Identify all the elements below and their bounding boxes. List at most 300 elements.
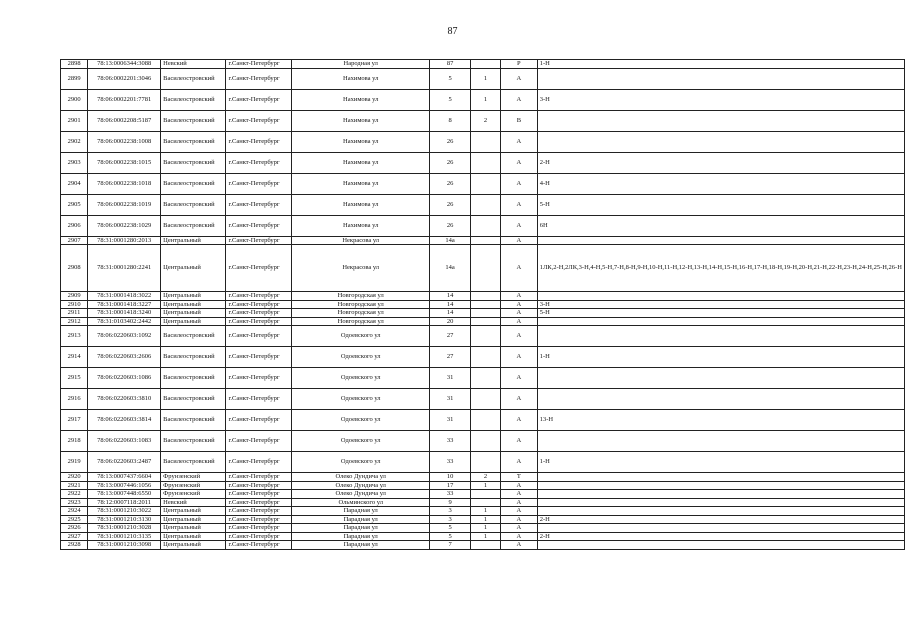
building-number-cell: 1 [471, 507, 501, 516]
letter-cell: А [501, 309, 538, 318]
table-row [61, 507, 905, 516]
city-cell: г.Санкт-Петербург [226, 245, 292, 292]
house-number-cell: 10 [430, 473, 471, 482]
city-cell: г.Санкт-Петербург [226, 110, 292, 131]
premises-cell: 3-Н [537, 300, 904, 309]
table-row [61, 89, 905, 110]
street-cell: Новгородская ул [292, 292, 430, 301]
building-number-cell: 2 [471, 110, 501, 131]
house-number-cell: 87 [430, 60, 471, 69]
house-number-cell: 33 [430, 452, 471, 473]
premises-cell [537, 68, 904, 89]
cadastral-number-cell: 78:31:0001280:2241 [88, 245, 161, 292]
street-cell: Ольминского ул [292, 498, 430, 507]
premises-cell [537, 524, 904, 533]
building-number-cell [471, 131, 501, 152]
city-cell: г.Санкт-Петербург [226, 532, 292, 541]
district-cell: Василеостровский [161, 131, 226, 152]
street-cell: Нахимова ул [292, 173, 430, 194]
street-cell: Олеко Дундича ул [292, 481, 430, 490]
street-cell: Одоевского ул [292, 326, 430, 347]
house-number-cell: 27 [430, 326, 471, 347]
row-number-cell: 2923 [61, 498, 88, 507]
premises-cell: 1-Н [537, 60, 904, 69]
cadastral-number-cell: 78:06:0002201:7781 [88, 89, 161, 110]
table-row [61, 452, 905, 473]
house-number-cell: 31 [430, 410, 471, 431]
building-number-cell: 1 [471, 68, 501, 89]
street-cell: Олеко Дундича ул [292, 490, 430, 499]
house-number-cell: 26 [430, 173, 471, 194]
house-number-cell: 27 [430, 347, 471, 368]
house-number-cell: 3 [430, 507, 471, 516]
row-number-cell: 2916 [61, 389, 88, 410]
building-number-cell [471, 431, 501, 452]
page-number: 87 [447, 26, 458, 37]
street-cell: Нахимова ул [292, 152, 430, 173]
city-cell: г.Санкт-Петербург [226, 89, 292, 110]
district-cell: Василеостровский [161, 215, 226, 236]
premises-cell: 1-Н [537, 347, 904, 368]
street-cell: Нахимова ул [292, 89, 430, 110]
building-number-cell: 1 [471, 89, 501, 110]
premises-cell [537, 541, 904, 550]
building-number-cell [471, 292, 501, 301]
cadastral-number-cell: 78:06:0220603:3814 [88, 410, 161, 431]
cadastral-number-cell: 78:31:0001280:2013 [88, 236, 161, 245]
table-row [61, 431, 905, 452]
house-number-cell: 9 [430, 498, 471, 507]
letter-cell: Р [501, 60, 538, 69]
street-cell: Народная ул [292, 60, 430, 69]
street-cell: Нахимова ул [292, 194, 430, 215]
district-cell: Василеостровский [161, 431, 226, 452]
row-number-cell: 2900 [61, 89, 88, 110]
table-row [61, 60, 905, 69]
premises-cell: 6Н [537, 215, 904, 236]
district-cell: Василеостровский [161, 194, 226, 215]
letter-cell: А [501, 236, 538, 245]
street-cell: Нахимова ул [292, 68, 430, 89]
row-number-cell: 2925 [61, 515, 88, 524]
table-row [61, 236, 905, 245]
street-cell: Новгородская ул [292, 317, 430, 326]
table-row [61, 152, 905, 173]
cadastral-number-cell: 78:13:0007446:1056 [88, 481, 161, 490]
table-row [61, 368, 905, 389]
house-number-cell: 5 [430, 89, 471, 110]
letter-cell: А [501, 194, 538, 215]
premises-cell [537, 473, 904, 482]
district-cell: Центральный [161, 300, 226, 309]
house-number-cell: 14 [430, 309, 471, 318]
house-number-cell: 14а [430, 236, 471, 245]
letter-cell: А [501, 431, 538, 452]
table-row [61, 410, 905, 431]
district-cell: Василеостровский [161, 152, 226, 173]
street-cell: Парадная ул [292, 507, 430, 516]
cadastral-number-cell: 78:06:0220603:1086 [88, 368, 161, 389]
city-cell: г.Санкт-Петербург [226, 68, 292, 89]
cadastral-number-cell: 78:06:0002238:1019 [88, 194, 161, 215]
building-number-cell [471, 309, 501, 318]
row-number-cell: 2903 [61, 152, 88, 173]
district-cell: Василеостровский [161, 347, 226, 368]
building-number-cell [471, 245, 501, 292]
building-number-cell: 1 [471, 524, 501, 533]
building-number-cell [471, 194, 501, 215]
cadastral-number-cell: 78:13:0006344:3088 [88, 60, 161, 69]
letter-cell: А [501, 300, 538, 309]
premises-cell: 2-Н [537, 515, 904, 524]
street-cell: Олеко Дундича ул [292, 473, 430, 482]
street-cell: Одоевского ул [292, 452, 430, 473]
house-number-cell: 5 [430, 524, 471, 533]
building-number-cell [471, 498, 501, 507]
premises-cell: 4-Н [537, 173, 904, 194]
row-number-cell: 2908 [61, 245, 88, 292]
city-cell: г.Санкт-Петербург [226, 317, 292, 326]
table-row [61, 317, 905, 326]
city-cell: г.Санкт-Петербург [226, 515, 292, 524]
letter-cell: А [501, 326, 538, 347]
premises-cell: 13-Н [537, 410, 904, 431]
house-number-cell: 5 [430, 532, 471, 541]
premises-cell: 5-Н [537, 194, 904, 215]
house-number-cell: 5 [430, 68, 471, 89]
letter-cell: А [501, 498, 538, 507]
district-cell: Василеостровский [161, 368, 226, 389]
row-number-cell: 2927 [61, 532, 88, 541]
cadastral-number-cell: 78:13:0007437:6604 [88, 473, 161, 482]
house-number-cell: 14 [430, 292, 471, 301]
row-number-cell: 2913 [61, 326, 88, 347]
street-cell: Парадная ул [292, 532, 430, 541]
premises-cell [537, 507, 904, 516]
city-cell: г.Санкт-Петербург [226, 368, 292, 389]
premises-cell [537, 389, 904, 410]
letter-cell: А [501, 292, 538, 301]
letter-cell: В [501, 110, 538, 131]
cadastral-number-cell: 78:06:0002238:1015 [88, 152, 161, 173]
row-number-cell: 2921 [61, 481, 88, 490]
street-cell: Одоевского ул [292, 389, 430, 410]
table-row [61, 473, 905, 482]
row-number-cell: 2926 [61, 524, 88, 533]
row-number-cell: 2910 [61, 300, 88, 309]
cadastral-number-cell: 78:06:0220603:1083 [88, 431, 161, 452]
table-row [61, 173, 905, 194]
cadastral-number-cell: 78:31:0001418:3022 [88, 292, 161, 301]
cadastral-number-cell: 78:06:0220603:3810 [88, 389, 161, 410]
house-number-cell: 31 [430, 389, 471, 410]
letter-cell: А [501, 347, 538, 368]
cadastral-number-cell: 78:12:0007118:2011 [88, 498, 161, 507]
row-number-cell: 2922 [61, 490, 88, 499]
table-row [61, 498, 905, 507]
cadastral-number-cell: 78:06:0220603:2606 [88, 347, 161, 368]
building-number-cell: 1 [471, 515, 501, 524]
row-number-cell: 2919 [61, 452, 88, 473]
building-number-cell [471, 410, 501, 431]
district-cell: Невский [161, 60, 226, 69]
house-number-cell: 26 [430, 194, 471, 215]
premises-cell [537, 292, 904, 301]
city-cell: г.Санкт-Петербург [226, 481, 292, 490]
table-row [61, 300, 905, 309]
building-number-cell [471, 60, 501, 69]
letter-cell: А [501, 152, 538, 173]
district-cell: Фрунзенский [161, 473, 226, 482]
city-cell: г.Санкт-Петербург [226, 389, 292, 410]
cadastral-number-cell: 78:06:0002201:3046 [88, 68, 161, 89]
cadastral-number-cell: 78:06:0002208:5187 [88, 110, 161, 131]
letter-cell: Т [501, 473, 538, 482]
street-cell: Одоевского ул [292, 368, 430, 389]
building-number-cell: 2 [471, 473, 501, 482]
building-number-cell [471, 347, 501, 368]
cadastral-number-cell: 78:13:0007448:6550 [88, 490, 161, 499]
letter-cell: А [501, 317, 538, 326]
row-number-cell: 2901 [61, 110, 88, 131]
street-cell: Одоевского ул [292, 431, 430, 452]
premises-cell [537, 317, 904, 326]
district-cell: Центральный [161, 532, 226, 541]
district-cell: Василеостровский [161, 89, 226, 110]
table-row [61, 326, 905, 347]
city-cell: г.Санкт-Петербург [226, 300, 292, 309]
table-row [61, 194, 905, 215]
row-number-cell: 2905 [61, 194, 88, 215]
row-number-cell: 2924 [61, 507, 88, 516]
table-body [61, 60, 905, 550]
letter-cell: А [501, 131, 538, 152]
table-row [61, 389, 905, 410]
building-number-cell [471, 215, 501, 236]
row-number-cell: 2909 [61, 292, 88, 301]
street-cell: Новгородская ул [292, 309, 430, 318]
city-cell: г.Санкт-Петербург [226, 131, 292, 152]
cadastral-number-cell: 78:31:0103402:2442 [88, 317, 161, 326]
building-number-cell: 1 [471, 532, 501, 541]
street-cell: Одоевского ул [292, 347, 430, 368]
district-cell: Центральный [161, 515, 226, 524]
row-number-cell: 2902 [61, 131, 88, 152]
premises-cell [537, 326, 904, 347]
house-number-cell: 14 [430, 300, 471, 309]
letter-cell: А [501, 507, 538, 516]
city-cell: г.Санкт-Петербург [226, 431, 292, 452]
house-number-cell: 26 [430, 152, 471, 173]
cadastral-number-cell: 78:31:0001210:3130 [88, 515, 161, 524]
house-number-cell: 20 [430, 317, 471, 326]
district-cell: Центральный [161, 309, 226, 318]
premises-cell [537, 431, 904, 452]
street-cell: Новгородская ул [292, 300, 430, 309]
building-number-cell [471, 541, 501, 550]
building-number-cell [471, 368, 501, 389]
registry-table [60, 59, 905, 550]
letter-cell: А [501, 245, 538, 292]
letter-cell: А [501, 389, 538, 410]
district-cell: Центральный [161, 524, 226, 533]
letter-cell: А [501, 481, 538, 490]
district-cell: Василеостровский [161, 410, 226, 431]
district-cell: Центральный [161, 317, 226, 326]
city-cell: г.Санкт-Петербург [226, 292, 292, 301]
letter-cell: А [501, 524, 538, 533]
house-number-cell: 7 [430, 541, 471, 550]
table-row [61, 110, 905, 131]
house-number-cell: 26 [430, 215, 471, 236]
premises-cell: 5-Н [537, 309, 904, 318]
cadastral-number-cell: 78:31:0001210:3022 [88, 507, 161, 516]
street-cell: Некрасова ул [292, 236, 430, 245]
city-cell: г.Санкт-Петербург [226, 410, 292, 431]
street-cell: Нахимова ул [292, 131, 430, 152]
row-number-cell: 2912 [61, 317, 88, 326]
cadastral-number-cell: 78:06:0002238:1008 [88, 131, 161, 152]
cadastral-number-cell: 78:31:0001210:3028 [88, 524, 161, 533]
cadastral-number-cell: 78:31:0001418:3227 [88, 300, 161, 309]
letter-cell: А [501, 490, 538, 499]
district-cell: Невский [161, 498, 226, 507]
premises-cell [537, 110, 904, 131]
letter-cell: А [501, 215, 538, 236]
row-number-cell: 2898 [61, 60, 88, 69]
cadastral-number-cell: 78:31:0001210:3098 [88, 541, 161, 550]
row-number-cell: 2918 [61, 431, 88, 452]
city-cell: г.Санкт-Петербург [226, 215, 292, 236]
city-cell: г.Санкт-Петербург [226, 524, 292, 533]
building-number-cell [471, 317, 501, 326]
city-cell: г.Санкт-Петербург [226, 490, 292, 499]
district-cell: Фрунзенский [161, 481, 226, 490]
letter-cell: А [501, 452, 538, 473]
city-cell: г.Санкт-Петербург [226, 60, 292, 69]
house-number-cell: 33 [430, 431, 471, 452]
building-number-cell [471, 300, 501, 309]
district-cell: Василеостровский [161, 389, 226, 410]
district-cell: Василеостровский [161, 68, 226, 89]
district-cell: Василеостровский [161, 110, 226, 131]
district-cell: Василеостровский [161, 326, 226, 347]
premises-cell: 2-Н [537, 532, 904, 541]
premises-cell: 3-Н [537, 89, 904, 110]
city-cell: г.Санкт-Петербург [226, 326, 292, 347]
street-cell: Одоевского ул [292, 410, 430, 431]
table-row [61, 215, 905, 236]
premises-cell [537, 131, 904, 152]
row-number-cell: 2914 [61, 347, 88, 368]
district-cell: Центральный [161, 236, 226, 245]
premises-cell [537, 236, 904, 245]
building-number-cell [471, 152, 501, 173]
cadastral-number-cell: 78:31:0001210:3135 [88, 532, 161, 541]
table-row [61, 309, 905, 318]
premises-cell: 2-Н [537, 152, 904, 173]
house-number-cell: 8 [430, 110, 471, 131]
cadastral-number-cell: 78:06:0002238:1018 [88, 173, 161, 194]
district-cell: Центральный [161, 507, 226, 516]
building-number-cell [471, 326, 501, 347]
building-number-cell [471, 389, 501, 410]
cadastral-number-cell: 78:06:0002238:1029 [88, 215, 161, 236]
cadastral-number-cell: 78:06:0220603:2487 [88, 452, 161, 473]
city-cell: г.Санкт-Петербург [226, 152, 292, 173]
row-number-cell: 2911 [61, 309, 88, 318]
street-cell: Нахимова ул [292, 110, 430, 131]
house-number-cell: 14а [430, 245, 471, 292]
district-cell: Центральный [161, 541, 226, 550]
city-cell: г.Санкт-Петербург [226, 452, 292, 473]
letter-cell: А [501, 410, 538, 431]
city-cell: г.Санкт-Петербург [226, 236, 292, 245]
table-row [61, 515, 905, 524]
city-cell: г.Санкт-Петербург [226, 173, 292, 194]
street-cell: Нахимова ул [292, 215, 430, 236]
building-number-cell [471, 236, 501, 245]
table-row [61, 541, 905, 550]
letter-cell: А [501, 89, 538, 110]
house-number-cell: 17 [430, 481, 471, 490]
table-row [61, 532, 905, 541]
row-number-cell: 2906 [61, 215, 88, 236]
letter-cell: А [501, 173, 538, 194]
premises-cell [537, 368, 904, 389]
district-cell: Василеостровский [161, 173, 226, 194]
district-cell: Центральный [161, 292, 226, 301]
row-number-cell: 2907 [61, 236, 88, 245]
district-cell: Фрунзенский [161, 490, 226, 499]
house-number-cell: 33 [430, 490, 471, 499]
premises-cell [537, 481, 904, 490]
city-cell: г.Санкт-Петербург [226, 194, 292, 215]
table-row [61, 131, 905, 152]
street-cell: Парадная ул [292, 541, 430, 550]
premises-cell [537, 498, 904, 507]
building-number-cell [471, 490, 501, 499]
table-row [61, 68, 905, 89]
street-cell: Парадная ул [292, 515, 430, 524]
table-row [61, 524, 905, 533]
row-number-cell: 2928 [61, 541, 88, 550]
building-number-cell [471, 173, 501, 194]
street-cell: Некрасова ул [292, 245, 430, 292]
city-cell: г.Санкт-Петербург [226, 507, 292, 516]
letter-cell: А [501, 515, 538, 524]
cadastral-number-cell: 78:06:0220603:1092 [88, 326, 161, 347]
city-cell: г.Санкт-Петербург [226, 309, 292, 318]
table-row [61, 481, 905, 490]
row-number-cell: 2920 [61, 473, 88, 482]
city-cell: г.Санкт-Петербург [226, 347, 292, 368]
cadastral-number-cell: 78:31:0001418:3240 [88, 309, 161, 318]
table-row [61, 347, 905, 368]
street-cell: Парадная ул [292, 524, 430, 533]
building-number-cell [471, 452, 501, 473]
city-cell: г.Санкт-Петербург [226, 541, 292, 550]
letter-cell: А [501, 532, 538, 541]
building-number-cell: 1 [471, 481, 501, 490]
letter-cell: А [501, 68, 538, 89]
table-row [61, 490, 905, 499]
house-number-cell: 3 [430, 515, 471, 524]
table-row [61, 292, 905, 301]
row-number-cell: 2915 [61, 368, 88, 389]
letter-cell: А [501, 541, 538, 550]
premises-cell: 1-Н [537, 452, 904, 473]
